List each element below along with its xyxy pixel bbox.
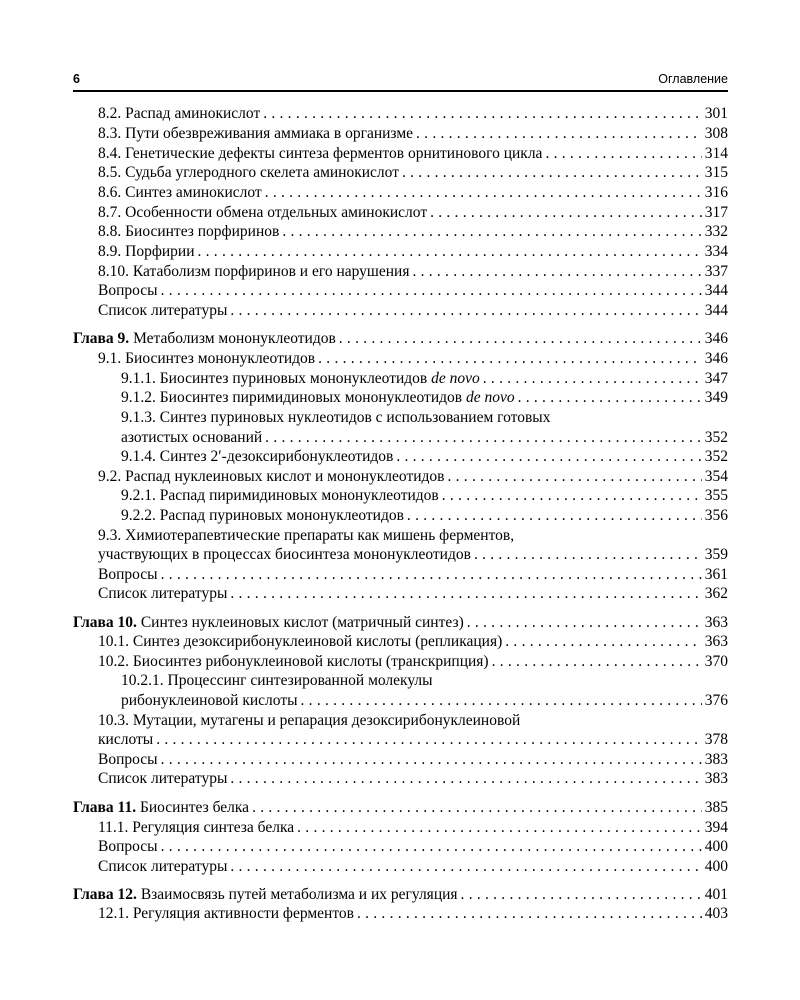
toc-page: 383: [704, 770, 728, 787]
toc-page: 363: [704, 614, 728, 631]
toc-entry[interactable]: 9.1.4. Синтез 2′-дезоксирибонуклеотидов . . . 352: [121, 447, 728, 467]
toc-entry[interactable]: 10.2. Биосинтез рибонуклеиновой кислоты (транскрипция) . . . 370: [98, 652, 728, 672]
toc-entry[interactable]: 9.2.1. Распад пиримидиновых мононуклеотидов . . . 355: [121, 486, 728, 506]
toc-page: 354: [704, 468, 728, 485]
toc-entry[interactable]: 8.10. Катаболизм порфиринов и его нарушения . . . 337: [98, 262, 728, 282]
toc-entry[interactable]: Вопросы . . . 383: [98, 750, 728, 770]
toc-page: 394: [704, 819, 728, 836]
toc-entry[interactable]: 8.4. Генетические дефекты синтеза ферментов орнитинового цикла . . . 314: [98, 144, 728, 164]
toc-entry-line1: 10.2.1. Процессинг синтезированной молекулы: [121, 672, 433, 689]
toc-entry[interactable]: Вопросы . . . 400: [98, 837, 728, 857]
toc-page: 370: [704, 653, 728, 670]
toc-entry[interactable]: 9.1.2. Биосинтез пиримидиновых мононуклеотидов de novo . . . 349: [121, 388, 728, 408]
toc-page: 376: [704, 692, 728, 709]
toc-page: 334: [704, 243, 728, 260]
toc-page: 400: [704, 838, 728, 855]
chapter-label: Глава 11.: [73, 799, 137, 816]
chapter-label: Глава 10.: [73, 614, 137, 631]
toc-entry[interactable]: Вопросы . . . 344: [98, 281, 728, 301]
toc-entry[interactable]: Вопросы . . . 361: [98, 565, 728, 585]
toc-entry-line1: 9.1.3. Синтез пуриновых нуклеотидов с использованием готовых: [121, 409, 551, 426]
toc-entry[interactable]: 8.3. Пути обезвреживания аммиака в организме . . . 308: [98, 124, 728, 144]
toc-page: 301: [704, 105, 728, 122]
toc-entry[interactable]: 8.7. Особенности обмена отдельных аминокислот . . . 317: [98, 203, 728, 223]
toc-page: 317: [704, 204, 728, 221]
toc-page: 346: [704, 330, 728, 347]
toc-entry[interactable]: 9.2.2. Распад пуриновых мононуклеотидов . . . 356: [121, 506, 728, 526]
toc-page: 352: [704, 448, 728, 465]
toc-entry[interactable]: кислоты . . . 378: [98, 730, 728, 750]
toc-entry[interactable]: 10.1. Синтез дезоксирибонуклеиновой кислоты (репликация) . . . 363: [98, 632, 728, 652]
toc-page: 383: [704, 751, 728, 768]
toc-page: 344: [704, 302, 728, 319]
toc-chapter[interactable]: Глава 9. Метаболизм мононуклеотидов . . . 346: [73, 329, 728, 349]
toc-entry-line1: 9.3. Химиотерапевтические препараты как мишень ферментов,: [98, 527, 515, 544]
toc-entry[interactable]: участвующих в процессах биосинтеза мононуклеотидов . . . 359: [98, 545, 728, 565]
toc-entry[interactable]: 8.5. Судьба углеродного скелета аминокислот . . . 315: [98, 163, 728, 183]
toc-chapter[interactable]: Глава 12. Взаимосвязь путей метаболизма и их регуляция . . . 401: [73, 885, 728, 905]
toc-entry[interactable]: Список литературы . . . 344: [98, 301, 728, 321]
toc-page: 355: [704, 487, 728, 504]
toc-page: 316: [704, 184, 728, 201]
chapter-label: Глава 9.: [73, 330, 130, 347]
toc-entry[interactable]: Список литературы . . . 400: [98, 857, 728, 877]
toc-page: 349: [704, 389, 728, 406]
toc-entry[interactable]: Список литературы . . . 383: [98, 769, 728, 789]
toc-entry[interactable]: азотистых оснований . . . 352: [121, 428, 728, 448]
toc-page: 378: [704, 731, 728, 748]
toc-entry[interactable]: 12.1. Регуляция активности ферментов . . . 403: [98, 904, 728, 924]
toc-entry[interactable]: 8.9. Порфирии . . . 334: [98, 242, 728, 262]
toc-page: 352: [704, 429, 728, 446]
toc-entry[interactable]: 8.2. Распад аминокислот . . . 301: [98, 104, 728, 124]
running-header: [73, 72, 728, 92]
toc-entry[interactable]: рибонуклеиновой кислоты . . . 376: [121, 691, 728, 711]
toc-page: 362: [704, 585, 728, 602]
toc-page: 356: [704, 507, 728, 524]
page-number: 6: [73, 72, 80, 86]
toc-page: 401: [704, 886, 728, 903]
toc-page: 359: [704, 546, 728, 563]
toc-page: 385: [704, 799, 728, 816]
toc-page: 337: [704, 263, 728, 280]
toc-chapter[interactable]: Глава 10. Синтез нуклеиновых кислот (матричный синтез) . . . 363: [73, 613, 728, 633]
toc-entry[interactable]: 11.1. Регуляция синтеза белка . . . 394: [98, 818, 728, 838]
toc-page: 314: [704, 145, 728, 162]
running-title: Оглавление: [658, 72, 728, 86]
toc-page: 308: [704, 125, 728, 142]
toc-page: 332: [704, 223, 728, 240]
toc-entry[interactable]: Список литературы . . . 362: [98, 584, 728, 604]
toc-entry[interactable]: 9.1.1. Биосинтез пуриновых мононуклеотидов de novo . . . 347: [121, 369, 728, 389]
toc-page: 403: [704, 905, 728, 922]
toc-entry[interactable]: 9.2. Распад нуклеиновых кислот и мононуклеотидов . . . 354: [98, 467, 728, 487]
toc-page: 346: [704, 350, 728, 367]
chapter-label: Глава 12.: [73, 886, 137, 903]
toc-entry-line1: 10.3. Мутации, мутагены и репарация дезоксирибонуклеиновой: [98, 712, 521, 729]
toc-page: 315: [704, 164, 728, 181]
toc-page: 344: [704, 282, 728, 299]
toc-page: 347: [704, 370, 728, 387]
toc-page: 363: [704, 633, 728, 650]
toc-page: 361: [704, 566, 728, 583]
toc-entry[interactable]: 8.6. Синтез аминокислот . . . 316: [98, 183, 728, 203]
toc-chapter[interactable]: Глава 11. Биосинтез белка . . . 385: [73, 798, 728, 818]
toc-page: 400: [704, 858, 728, 875]
toc-entry[interactable]: 8.8. Биосинтез порфиринов . . . 332: [98, 222, 728, 242]
toc-entry[interactable]: 9.1. Биосинтез мононуклеотидов . . . 346: [98, 349, 728, 369]
